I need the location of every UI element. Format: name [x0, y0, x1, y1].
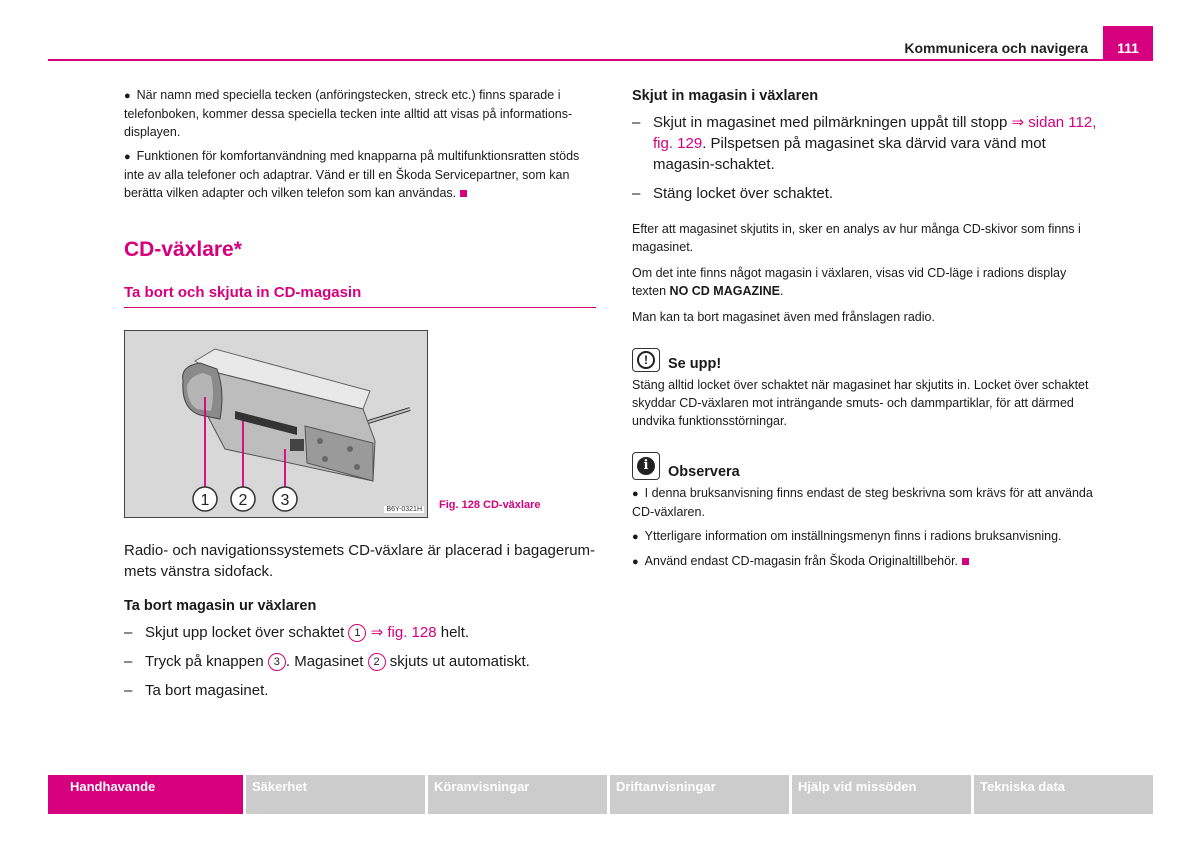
tab-tekniska-data[interactable]: Tekniska data: [974, 775, 1153, 814]
bullet-item: ● Ytterligare information om inställningsmenyn finns i radions bruksanvisning.: [632, 529, 1062, 543]
section-title: CD-växlare*: [124, 238, 242, 261]
bullet-item: ● I denna bruksanvisning finns endast de steg beskrivna som krävs för att använda CD-växlaren.: [632, 486, 1093, 519]
end-mark-icon: [460, 190, 467, 197]
step-item: – Stäng locket över schaktet.: [632, 185, 834, 202]
warning-icon: !: [632, 348, 660, 372]
header-rule: [48, 59, 1153, 61]
end-mark-icon: [962, 558, 969, 565]
figure-link[interactable]: ⇒ fig. 128: [370, 624, 437, 641]
figure-128: [124, 330, 596, 518]
intro-paragraph: Radio- och navigationssystemets CD-växlare är placerad i bagagerum-mets vänstra sidofack.: [124, 542, 596, 580]
note-title: Observera: [668, 464, 740, 480]
paragraph: Om det inte finns något magasin i växlaren, visas vid CD-läge i radions display texten NO CD MAGAZINE.: [632, 266, 1067, 298]
display-text: NO CD MAGAZINE: [669, 284, 780, 298]
figure-code: B6Y-0321H: [386, 506, 422, 513]
note-header: [632, 452, 1102, 480]
chapter-title: Kommunicera och navigera: [904, 40, 1088, 56]
step-item: – Tryck på knappen 3 . Magasinet 2 skjuts ut automatiskt.: [124, 653, 530, 670]
tab-koranvisningar[interactable]: Köranvisningar: [428, 775, 607, 814]
right-column: [632, 86, 1102, 577]
tab-sakerhet[interactable]: Säkerhet: [246, 775, 425, 814]
step-item: – Ta bort magasinet.: [124, 682, 269, 699]
paragraph: Man kan ta bort magasinet även med frånslagen radio.: [632, 310, 935, 324]
tab-handhavande[interactable]: Handhavande: [48, 775, 243, 814]
left-column: [124, 86, 596, 701]
figure-caption: Fig. 128 CD-växlare: [439, 499, 541, 511]
callout-ref-1: 1: [348, 624, 366, 642]
callout-1: 1: [200, 492, 210, 509]
insert-heading: Skjut in magasin i växlaren: [632, 88, 819, 104]
page-link[interactable]: ⇒ sidan 112, fig. 129: [653, 114, 1097, 152]
subsection-title: Ta bort och skjuta in CD-magasin: [124, 284, 596, 308]
warning-text: Stäng alltid locket över schaktet när magasinet har skjutits in. Locket över schaktet skyddar CD-växlaren mot inträngande smuts- och dammpartiklar, för att därmed undvika funktionsstörningar.: [632, 378, 1089, 428]
bullet-item: ● Använd endast CD-magasin från Škoda Originaltillbehör.: [632, 552, 1102, 571]
cd-changer-illustration: [124, 330, 428, 518]
callout-3: 3: [280, 492, 290, 509]
tab-driftanvisningar[interactable]: Driftanvisningar: [610, 775, 789, 814]
cd-changer-drawing: [125, 331, 428, 518]
step-item: – Skjut upp locket över schaktet 1 ⇒ fig. 128 helt.: [124, 624, 470, 641]
callout-ref-3: 3: [268, 653, 286, 671]
warning-header: [632, 348, 1102, 372]
warning-title: Se upp!: [668, 356, 722, 372]
bullet-item: ● Funktionen för komfortanvändning med knapparna på multifunktionsratten stöds inte av alla telefoner och adaptrar. Vänd er till en Škoda Servicepartner, som kan berätta vilken adapter och vilken telefon som kan användas.: [124, 149, 580, 200]
bullet-item: ● När namn med speciella tecken (anföringstecken, streck etc.) finns sparade i telefonboken, kommer dessa speciella tecken inte alltid att visas på informations-displayen.: [124, 88, 573, 139]
callout-2: 2: [238, 492, 248, 509]
info-icon: i: [632, 452, 660, 480]
tab-hjalp-vid-missoden[interactable]: Hjälp vid missöden: [792, 775, 971, 814]
paragraph: Efter att magasinet skjutits in, sker en analys av hur många CD-skivor som finns i magasinet.: [632, 222, 1081, 254]
remove-heading: Ta bort magasin ur växlaren: [124, 598, 317, 614]
footer-nav: [48, 775, 1153, 814]
page-number: 111: [1103, 26, 1153, 60]
step-item: – Skjut in magasinet med pilmärkningen uppåt till stopp ⇒ sidan 112, fig. 129. Pilspetsen på magasinet ska därvid vara vänd mot magasin-schaktet.: [632, 114, 1097, 173]
callout-ref-2: 2: [368, 653, 386, 671]
